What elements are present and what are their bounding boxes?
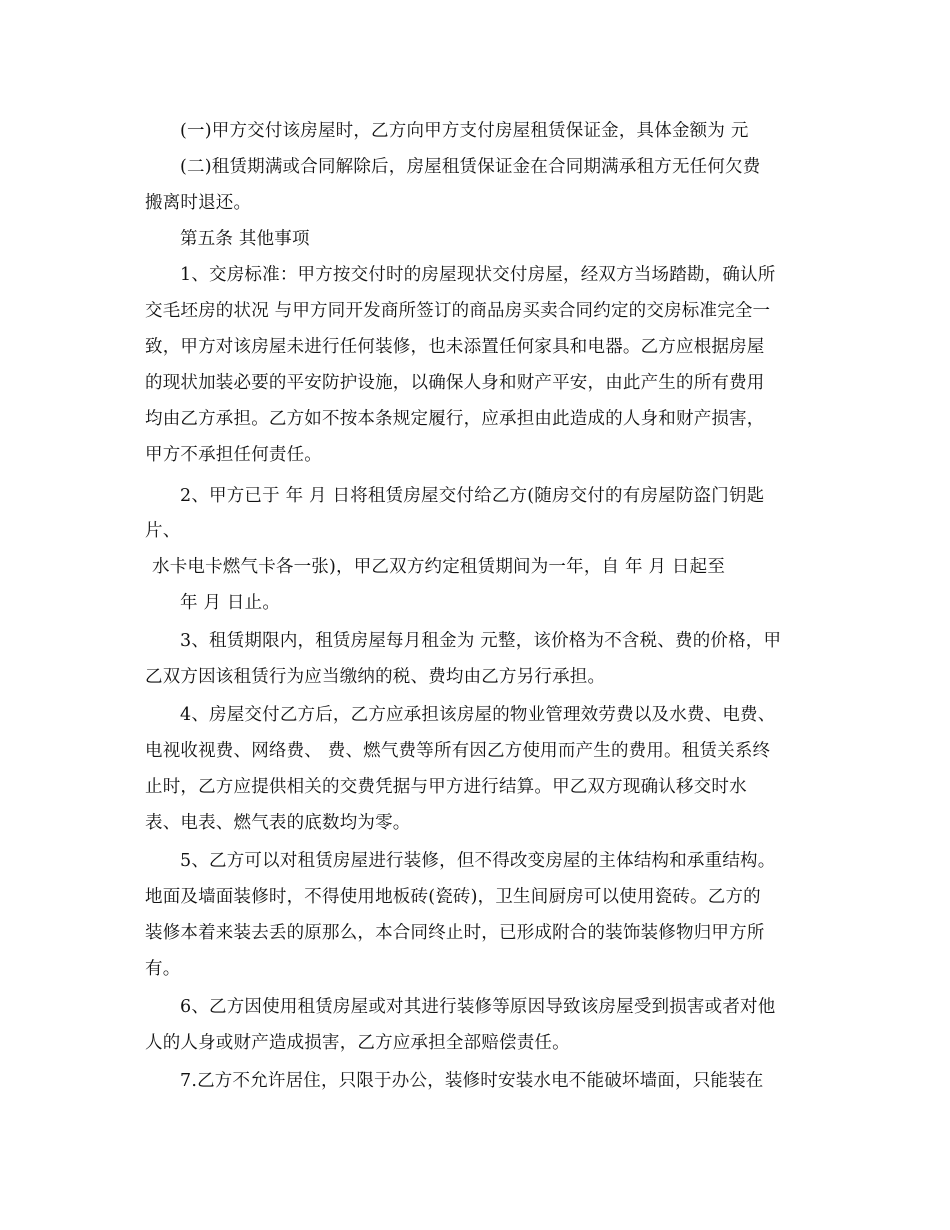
paragraph-item-1-cont: 致，甲方对该房屋未进行任何装修，也未添置任何家具和电器。乙方应根据房屋 (145, 337, 765, 357)
paragraph-item-5-cont: 有。 (145, 959, 181, 979)
paragraph-item-1-cont: 交毛坯房的状况 与甲方同开发商所签订的商品房买卖合同约定的交房标准完全一 (145, 301, 771, 321)
paragraph-item-5-cont: 地面及墙面装修时，不得使用地板砖(瓷砖)，卫生间厨房可以使用瓷砖。乙方的 (145, 887, 761, 907)
paragraph-item-4: 4、房屋交付乙方后，乙方应承担该房屋的物业管理效劳费以及水费、电费、 (180, 705, 776, 725)
section-heading-article-5: 第五条 其他事项 (180, 229, 310, 249)
paragraph-item-6-cont: 人的人身或财产造成损害，乙方应承担全部赔偿责任。 (145, 1033, 570, 1053)
paragraph-item-2-cont: 水卡电卡燃气卡各一张)，甲乙双方约定租赁期间为一年，自 年 月 日起至 (152, 557, 726, 577)
paragraph-item-4-cont: 电视收视费、网络费、 费、燃气费等所有因乙方使用而产生的费用。租赁关系终 (145, 741, 771, 761)
paragraph-item-3-cont: 乙双方因该租赁行为应当缴纳的税、费均由乙方另行承担。 (145, 667, 606, 687)
paragraph-item-1-cont: 均由乙方承担。乙方如不按本条规定履行，应承担由此造成的人身和财产损害， (145, 409, 765, 429)
paragraph-item-4-cont: 止时，乙方应提供相关的交费凭据与甲方进行结算。甲乙双方现确认移交时水 (145, 777, 747, 797)
paragraph-item-5-cont: 装修本着来装去丢的原那么，本合同终止时，已形成附合的装饰装修物归甲方所 (145, 923, 765, 943)
paragraph-item-2-cont: 片、 (145, 521, 181, 541)
paragraph-deposit-return-cont: 搬离时退还。 (145, 193, 252, 213)
paragraph-item-7: 7.乙方不允许居住，只限于办公，装修时安装水电不能破坏墙面，只能装在 (180, 1071, 764, 1091)
paragraph-item-5: 5、乙方可以对租赁房屋进行装修，但不得改变房屋的主体结构和承重结构。 (180, 851, 776, 871)
paragraph-item-6: 6、乙方因使用租赁房屋或对其进行装修等原因导致该房屋受到损害或者对他 (180, 997, 776, 1017)
paragraph-item-1: 1、交房标准：甲方按交付时的房屋现状交付房屋，经双方当场踏勘，确认所 (180, 265, 776, 285)
paragraph-deposit-return: (二)租赁期满或合同解除后，房屋租赁保证金在合同期满承租方无任何欠费 (180, 157, 761, 177)
paragraph-deposit-amount: (一)甲方交付该房屋时，乙方向甲方支付房屋租赁保证金，具体金额为 元 (180, 121, 749, 141)
paragraph-item-1-cont: 甲方不承担任何责任。 (145, 445, 322, 465)
paragraph-item-4-cont: 表、电表、燃气表的底数均为零。 (145, 813, 411, 833)
paragraph-item-2-cont: 年 月 日止。 (180, 593, 281, 613)
paragraph-item-1-cont: 的现状加装必要的平安防护设施，以确保人身和财产平安，由此产生的所有费用 (145, 373, 765, 393)
paragraph-item-2: 2、甲方已于 年 月 日将租赁房屋交付给乙方(随房交付的有房屋防盗门钥匙 (180, 486, 765, 506)
paragraph-item-3: 3、租赁期限内，租赁房屋每月租金为 元整，该价格为不含税、费的价格，甲 (180, 631, 782, 651)
